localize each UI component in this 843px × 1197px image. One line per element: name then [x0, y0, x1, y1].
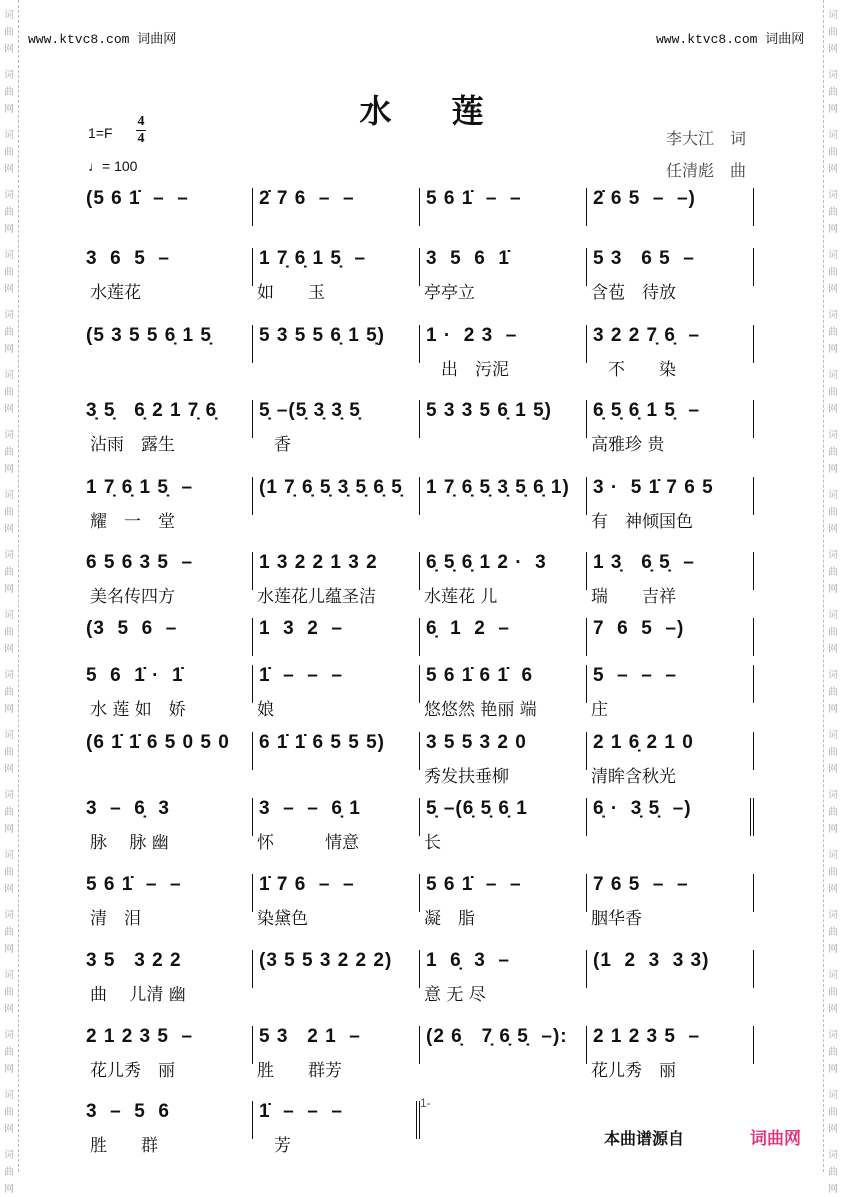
measure [86, 950, 253, 1005]
watermark-char: 曲 [4, 507, 14, 518]
watermark-char: 词 [4, 610, 14, 621]
measure [253, 950, 420, 988]
measure-notes: 1̇ 7 6 – – [259, 874, 355, 895]
watermark-char: 网 [828, 44, 838, 55]
measure [253, 732, 420, 770]
watermark-char: 词 [828, 490, 838, 501]
watermark-char: 词 [828, 1030, 838, 1041]
watermark-char: 曲 [4, 927, 14, 938]
volta-mark: 1- [420, 1096, 431, 1110]
measure [86, 248, 253, 303]
watermark-char: 曲 [4, 27, 14, 38]
watermark-char: 曲 [828, 387, 838, 398]
watermark-char: 网 [828, 284, 838, 295]
time-bottom: 4 [137, 131, 145, 146]
watermark-char: 网 [4, 584, 14, 595]
watermark-char: 网 [828, 584, 838, 595]
measure [420, 950, 587, 1005]
measure [253, 188, 420, 226]
watermark-char: 网 [828, 824, 838, 835]
watermark-char: 词 [828, 70, 838, 81]
measure-notes: (1 2 3 3 3) [593, 950, 710, 971]
watermark-char: 词 [828, 790, 838, 801]
measure-notes: 3 5 6 1̇ [426, 248, 510, 269]
measure [253, 552, 420, 607]
measure [420, 477, 587, 515]
measure-lyrics: 意 无 尽 [424, 985, 486, 1005]
measure-notes: 1 3 2 2 1 3 2 [259, 552, 378, 573]
watermark-char: 曲 [828, 1107, 838, 1118]
watermark-char: 词 [4, 130, 14, 141]
watermark-char: 网 [828, 404, 838, 415]
watermark-char: 网 [4, 44, 14, 55]
watermark-char: 曲 [4, 1167, 14, 1178]
watermark-char: 网 [828, 1004, 838, 1015]
watermark-char: 曲 [828, 567, 838, 578]
measure-notes: 1 7̣ 6̣ 5̣ 3̣ 5̣ 6̣ 1) [426, 477, 570, 498]
measure [420, 188, 587, 226]
measure-notes: 1 3̣ 6̣ 5̣ – [593, 552, 695, 573]
measure [253, 1026, 420, 1081]
tempo-marking: ♩= 100 [88, 158, 138, 174]
measure-lyrics: 清眸含秋光 [591, 767, 676, 787]
measure-notes: 2̇ 6 5 – –) [593, 188, 696, 209]
watermark-char: 词 [828, 610, 838, 621]
watermark-char: 词 [828, 550, 838, 561]
measure [587, 188, 754, 226]
measure-lyrics: 水莲花儿蕴圣洁 [257, 587, 376, 607]
measure-notes: 3 – 5 6 [86, 1101, 170, 1122]
measure-lyrics: 悠悠然 艳丽 端 [424, 700, 537, 720]
measure-lyrics: 曲 儿清 幽 [90, 985, 186, 1005]
measure-lyrics: 怀 情意 [257, 833, 359, 853]
measure [420, 325, 587, 380]
measure-notes: (5 3 5 5 6̣ 1 5̣ [86, 325, 212, 346]
watermark-char: 词 [4, 250, 14, 261]
watermark-char: 网 [4, 284, 14, 295]
measure [420, 798, 587, 853]
measure-notes: 3 – – 6̣ 1 [259, 798, 361, 819]
measure [86, 732, 253, 770]
score-row [86, 665, 754, 720]
site-header-right: www.ktvc8.com 词曲网 [656, 32, 805, 47]
measure-notes: 1 · 2 3 – [426, 325, 518, 346]
measure [420, 552, 587, 607]
composer-credit: 任清彪 曲 [666, 163, 747, 180]
watermark-char: 词 [828, 130, 838, 141]
measure-lyrics: 胜 群 [90, 1136, 158, 1156]
measure [587, 950, 754, 988]
measure [253, 665, 420, 720]
measure-lyrics: 染黛色 [257, 909, 308, 929]
watermark-char: 曲 [828, 327, 838, 338]
measure-lyrics: 水莲花 儿 [424, 587, 498, 607]
watermark-char: 曲 [828, 507, 838, 518]
measure-notes: 5̣ –(6̣ 5̣ 6̣ 1 [426, 798, 528, 819]
watermark-char: 网 [4, 224, 14, 235]
watermark-char: 词 [828, 250, 838, 261]
watermark-char: 词 [4, 310, 14, 321]
score-row [86, 477, 754, 532]
measure-lyrics: 沾雨 露生 [90, 435, 175, 455]
watermark-char: 词 [828, 1090, 838, 1101]
score-row [86, 188, 754, 226]
watermark-char: 词 [828, 10, 838, 21]
measure-notes: 6̣ · 3̣ 5̣ –) [593, 798, 692, 819]
measure-notes: 5 3 6 5 – [593, 248, 695, 269]
measure-notes: 2 1 2 3 5 – [593, 1026, 701, 1047]
measure [86, 665, 253, 720]
watermark-char: 曲 [828, 27, 838, 38]
measure-lyrics: 高雅珍 贵 [591, 435, 665, 455]
time-signature [136, 115, 146, 146]
score-row [86, 950, 754, 1005]
measure-lyrics: 庄 [591, 700, 608, 720]
score-row [86, 732, 754, 787]
measure-notes: 5 6 1̇ 6 1̇ 6 [426, 665, 534, 686]
measure-notes: 3 6 5 – [86, 248, 170, 269]
measure-lyrics: 亭亭立 [424, 283, 475, 303]
measure [253, 798, 420, 853]
measure-notes: 1̇ – – – [259, 665, 343, 686]
left-watermark-strip [0, 0, 19, 1195]
watermark-char: 词 [828, 310, 838, 321]
measure-notes: 5 6 1̇ – – [426, 874, 522, 895]
measure [86, 477, 253, 532]
watermark-char: 词 [4, 850, 14, 861]
measure [253, 874, 420, 929]
measure-notes: 5̣ –(5̣ 3̣ 3̣ 5̣ [259, 400, 361, 421]
measure [587, 1026, 754, 1081]
watermark-char: 词 [4, 490, 14, 501]
measure [587, 477, 754, 532]
watermark-char: 网 [828, 524, 838, 535]
measure [587, 665, 754, 720]
measure-notes: 3̣ 5̣ 6̣ 2 1 7̣ 6̣ [86, 400, 218, 421]
measure [253, 618, 420, 656]
measure-lyrics: 胭华香 [591, 909, 642, 929]
measure-notes: 2̇ 7 6 – – [259, 188, 355, 209]
watermark-char: 网 [828, 164, 838, 175]
watermark-char: 曲 [4, 1107, 14, 1118]
watermark-char: 网 [828, 644, 838, 655]
measure-lyrics: 瑞 吉祥 [591, 587, 676, 607]
time-top: 4 [137, 114, 145, 129]
measure-notes: (6 1̇ 1̇ 6 5 0 5 0 [86, 732, 230, 753]
watermark-char: 词 [4, 70, 14, 81]
measure-lyrics: 娘 [257, 700, 274, 720]
watermark-char: 词 [828, 190, 838, 201]
watermark-char: 词 [4, 1150, 14, 1161]
watermark-char: 曲 [4, 867, 14, 878]
measure [587, 798, 754, 836]
measure-notes: 5 6 1̇ – – [426, 188, 522, 209]
source-name: 词曲网 [750, 1129, 801, 1148]
measure-lyrics: 花儿秀 丽 [90, 1061, 175, 1081]
watermark-char: 词 [4, 730, 14, 741]
measure [587, 552, 754, 607]
watermark-char: 网 [828, 104, 838, 115]
score-row [86, 325, 754, 380]
measure-notes: 5 – – – [593, 665, 677, 686]
measure-lyrics: 香 [257, 435, 291, 455]
watermark-char: 网 [828, 884, 838, 895]
measure-notes: 5 6 1̇ · 1̇ [86, 665, 184, 686]
watermark-char: 曲 [4, 387, 14, 398]
measure-notes: 6̣ 5̣ 6̣ 1 2 · 3 [426, 552, 547, 573]
measure [86, 874, 253, 929]
measure-notes: (3 5 5 3 2 2 2) [259, 950, 393, 971]
measure-lyrics: 有 神倾国色 [591, 512, 693, 532]
watermark-char: 网 [4, 164, 14, 175]
measure [253, 325, 420, 363]
watermark-char: 曲 [828, 1047, 838, 1058]
watermark-char: 曲 [828, 867, 838, 878]
watermark-char: 曲 [828, 807, 838, 818]
watermark-char: 曲 [828, 87, 838, 98]
measure-lyrics: 凝 脂 [424, 909, 475, 929]
measure-lyrics: 胜 群芳 [257, 1061, 342, 1081]
measure [420, 618, 587, 656]
score-row [86, 1101, 420, 1156]
measure-lyrics: 芳 [257, 1136, 291, 1156]
right-watermark-strip [823, 0, 842, 1195]
watermark-char: 词 [4, 550, 14, 561]
watermark-char: 曲 [828, 267, 838, 278]
measure [587, 325, 754, 380]
measure-notes: 6̣ 1 2 – [426, 618, 510, 639]
watermark-char: 网 [4, 884, 14, 895]
measure [86, 1101, 253, 1156]
watermark-char: 曲 [828, 927, 838, 938]
watermark-char: 网 [4, 704, 14, 715]
measure-notes: 1 7̣ 6̣ 1 5̣ – [259, 248, 367, 269]
measure [587, 732, 754, 787]
watermark-char: 网 [828, 344, 838, 355]
watermark-char: 网 [4, 1124, 14, 1135]
measure-lyrics: 清 泪 [90, 909, 141, 929]
measure-lyrics: 美名传四方 [90, 587, 175, 607]
watermark-char: 曲 [4, 627, 14, 638]
watermark-char: 曲 [4, 1047, 14, 1058]
measure-lyrics: 耀 一 堂 [90, 512, 175, 532]
watermark-char: 网 [4, 644, 14, 655]
measure-notes: 7 6 5 – – [593, 874, 689, 895]
measure-notes: 5 3 3 5 6̣ 1 5̣) [426, 400, 552, 421]
measure-notes: 1 3 2 – [259, 618, 343, 639]
measure-lyrics: 花儿秀 丽 [591, 1061, 676, 1081]
watermark-char: 词 [828, 910, 838, 921]
watermark-char: 网 [4, 404, 14, 415]
watermark-char: 网 [828, 224, 838, 235]
watermark-char: 网 [828, 764, 838, 775]
measure [253, 477, 420, 515]
measure [420, 248, 587, 303]
watermark-char: 网 [828, 944, 838, 955]
watermark-char: 网 [828, 464, 838, 475]
measure [253, 1101, 420, 1156]
score-row [86, 618, 754, 656]
watermark-char: 词 [4, 790, 14, 801]
measure-notes: 2 1 2 3 5 – [86, 1026, 194, 1047]
score-row [86, 798, 754, 853]
measure-notes: 3 2 2 7̣ 6̣ – [593, 325, 701, 346]
site-header-left: www.ktvc8.com 词曲网 [28, 32, 177, 47]
source-label: 本曲谱源自 [604, 1131, 685, 1148]
watermark-char: 曲 [828, 207, 838, 218]
measure [253, 400, 420, 455]
measure [86, 325, 253, 363]
watermark-char: 网 [4, 524, 14, 535]
watermark-char: 曲 [828, 147, 838, 158]
watermark-char: 曲 [828, 447, 838, 458]
watermark-char: 网 [4, 764, 14, 775]
measure [420, 400, 587, 438]
watermark-char: 曲 [4, 807, 14, 818]
watermark-char: 网 [4, 104, 14, 115]
watermark-char: 网 [4, 944, 14, 955]
watermark-char: 网 [4, 1004, 14, 1015]
watermark-char: 曲 [828, 987, 838, 998]
measure-lyrics: 出 污泥 [424, 360, 509, 380]
measure [420, 732, 587, 787]
measure [253, 248, 420, 303]
watermark-char: 词 [4, 1030, 14, 1041]
measure [420, 874, 587, 929]
watermark-char: 词 [4, 970, 14, 981]
watermark-char: 网 [828, 1064, 838, 1075]
watermark-char: 词 [4, 370, 14, 381]
watermark-char: 曲 [4, 747, 14, 758]
watermark-char: 曲 [4, 87, 14, 98]
measure-notes: (1 7̣ 6̣ 5̣ 3̣ 5̣ 6̣ 5̣ [259, 477, 403, 498]
measure-notes: 1 6̣ 3 – [426, 950, 510, 971]
watermark-char: 网 [828, 1184, 838, 1195]
measure-notes: 6 5 6 3 5 – [86, 552, 194, 573]
measure-notes: 5 3 2 1 – [259, 1026, 361, 1047]
watermark-char: 词 [4, 430, 14, 441]
watermark-char: 网 [4, 824, 14, 835]
measure [587, 248, 754, 303]
watermark-char: 词 [828, 370, 838, 381]
score-row [86, 874, 754, 929]
measure-notes: 1̇ – – – [259, 1101, 343, 1122]
watermark-char: 曲 [4, 147, 14, 158]
measure [86, 552, 253, 607]
measure-lyrics: 长 [424, 833, 441, 853]
watermark-char: 曲 [4, 567, 14, 578]
measure [86, 188, 253, 226]
measure [420, 665, 587, 720]
measure-notes: 6̣ 5̣ 6̣ 1 5̣ – [593, 400, 701, 421]
watermark-char: 曲 [4, 267, 14, 278]
measure-lyrics: 如 玉 [257, 283, 325, 303]
score-row [86, 248, 754, 303]
measure-lyrics: 水 莲 如 娇 [90, 700, 186, 720]
watermark-char: 曲 [4, 987, 14, 998]
measure-notes: 3 – 6̣ 3 [86, 798, 170, 819]
score-row [86, 552, 754, 607]
watermark-char: 网 [4, 1184, 14, 1195]
watermark-char: 曲 [828, 747, 838, 758]
watermark-char: 词 [4, 190, 14, 201]
watermark-char: 曲 [4, 207, 14, 218]
measure-lyrics: 不 染 [591, 360, 676, 380]
watermark-char: 网 [4, 344, 14, 355]
watermark-char: 词 [4, 910, 14, 921]
measure-notes: 3 5 3 2 2 [86, 950, 182, 971]
measure [86, 1026, 253, 1081]
key-signature: 1=F [88, 125, 113, 141]
measure-notes: 7 6 5 –) [593, 618, 685, 639]
watermark-char: 词 [828, 970, 838, 981]
measure [86, 798, 253, 853]
measure [86, 400, 253, 455]
watermark-char: 网 [828, 704, 838, 715]
measure-lyrics: 水莲花 [90, 283, 141, 303]
measure-notes: (3 5 6 – [86, 618, 178, 639]
measure [587, 400, 754, 455]
score-row [86, 1026, 754, 1081]
measure-notes: 3 5 5 3 2 0 [426, 732, 527, 753]
watermark-char: 曲 [828, 687, 838, 698]
measure [420, 1026, 587, 1064]
watermark-char: 词 [4, 670, 14, 681]
measure-notes: 3 · 5 1̇ 7 6 5 [593, 477, 714, 498]
measure [587, 874, 754, 929]
watermark-char: 曲 [4, 447, 14, 458]
watermark-char: 词 [828, 1150, 838, 1161]
watermark-char: 词 [828, 430, 838, 441]
measure [86, 618, 253, 656]
measure-notes: (5 6 1̇ – – [86, 188, 189, 209]
measure-notes: 6 1̇ 1̇ 6 5 5 5) [259, 732, 385, 753]
watermark-char: 曲 [828, 627, 838, 638]
measure-notes: (2 6̣ 7̣ 6̣ 5̣ –): [426, 1026, 568, 1047]
watermark-char: 网 [4, 464, 14, 475]
watermark-char: 网 [828, 1124, 838, 1135]
lyricist-credit: 李大江 词 [666, 131, 747, 148]
watermark-char: 词 [828, 670, 838, 681]
measure-lyrics: 秀发扶垂柳 [424, 767, 509, 787]
measure-notes: 1 7̣ 6̣ 1 5̣ – [86, 477, 194, 498]
watermark-char: 曲 [4, 687, 14, 698]
song-title: 水莲 [359, 93, 544, 129]
measure-notes: 5 6 1̇ – – [86, 874, 182, 895]
watermark-char: 曲 [4, 327, 14, 338]
watermark-char: 曲 [828, 1167, 838, 1178]
measure-notes: 5 3 5 5 6̣ 1 5̣) [259, 325, 385, 346]
watermark-char: 词 [828, 850, 838, 861]
watermark-char: 网 [4, 1064, 14, 1075]
measure [587, 618, 754, 656]
watermark-char: 词 [828, 730, 838, 741]
measure-lyrics: 脉 脉 幽 [90, 833, 169, 853]
measure-lyrics: 含苞 待放 [591, 283, 676, 303]
watermark-char: 词 [4, 10, 14, 21]
watermark-char: 词 [4, 1090, 14, 1101]
measure-notes: 2 1 6̣ 2 1 0 [593, 732, 694, 753]
score-row [86, 400, 754, 455]
